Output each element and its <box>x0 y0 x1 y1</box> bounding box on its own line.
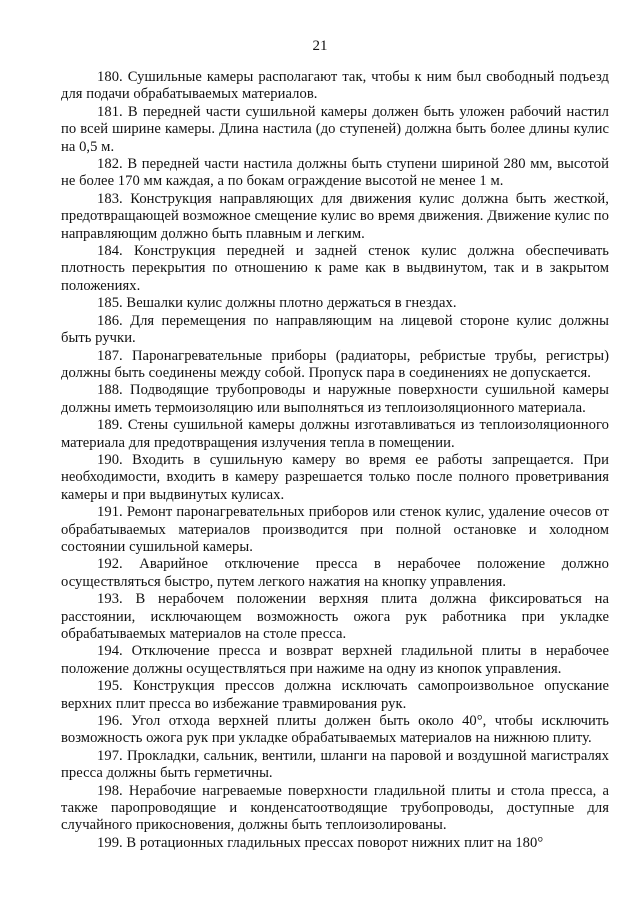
paragraph-186: 186. Для перемещения по направляющим на лицевой стороне кулис должны быть ручки. <box>61 312 609 347</box>
paragraph-192: 192. Аварийное отключение пресса в нерабочее положение должно осуществляться быстро, путем легкого нажатия на кнопку управления. <box>61 556 609 590</box>
paragraph-190: 190. Входить в сушильную камеру во время ее работы запрещается. При необходимости, входить в камеру разрешается только после полного проветривания камеры и при выдвинутых кулисах. <box>61 451 609 503</box>
paragraph-185: 185. Вешалки кулис должны плотно держаться в гнездах. <box>97 295 457 312</box>
paragraph-189: 189. Стены сушильной камеры должны изготавливаться из теплоизоляционного материала для предотвращения излучения тепла в помещении. <box>61 417 609 451</box>
paragraph-182: 182. В передней части настила должны быть ступени шириной 280 мм, высотой не более 170 мм каждая, а по бокам ограждение высотой не менее 1 м. <box>61 156 609 190</box>
paragraph-198: 198. Нерабочие нагреваемые поверхности гладильной плиты и стола пресса, а также паропроводящие и конденсатоотводящие трубопроводы, доступные для случайного прикосновения, должны быть теплоизолированы. <box>61 782 609 834</box>
paragraph-197: 197. Прокладки, сальник, вентили, шланги на паровой и воздушной магистралях пресса должны быть герметичны. <box>61 747 609 782</box>
paragraph-188: 188. Подводящие трубопроводы и наружные поверхности сушильной камеры должны иметь термоизоляцию или выполняться из теплоизоляционного материала. <box>61 382 609 416</box>
paragraph-183: 183. Конструкция направляющих для движения кулис должна быть жесткой, предотвращающей возможное смещение кулис во время движения. Движение кулис по направляющим должно быть плавным и легким. <box>61 190 609 242</box>
paragraph-180: 180. Сушильные камеры располагают так, чтобы к ним был свободный подъезд для подачи обрабатываемых материалов. <box>61 69 609 103</box>
paragraph-193: 193. В нерабочем положении верхняя плита должна фиксироваться на расстоянии, исключающем возможность ожога рук работника при укладке обрабатываемых материалов на столе пресса. <box>61 591 609 642</box>
paragraph-184: 184. Конструкция передней и задней стенок кулис должна обеспечивать плотность перекрытия по отношению к раме как в выдвинутом, так и в закрытом положениях. <box>61 243 609 294</box>
paragraph-194: 194. Отключение пресса и возврат верхней гладильной плиты в нерабочее положение должны осуществляться при нажиме на одну из кнопок управления. <box>61 643 609 677</box>
paragraph-196: 196. Угол отхода верхней плиты должен быть около 40°, чтобы исключить возможность ожога рук при укладке обрабатываемых материалов на нижнюю плиту. <box>61 713 609 747</box>
paragraph-199: 199. В ротационных гладильных прессах поворот нижних плит на 180° <box>97 834 544 851</box>
paragraph-195: 195. Конструкция прессов должна исключать самопроизвольное опускание верхних плит пресса во избежание травмирования рук. <box>61 678 609 712</box>
document-body <box>61 69 609 852</box>
page-number: 21 <box>312 38 328 54</box>
paragraph-181: 181. В передней части сушильной камеры должен быть уложен рабочий настил по всей ширине камеры. Длина настила (до ступеней) должна быть более длины кулис на 0,5 м. <box>61 103 609 155</box>
paragraph-187: 187. Паронагревательные приборы (радиаторы, ребристые трубы, регистры) должны быть соединены между собой. Пропуск пара в соединениях не допускается. <box>61 347 609 381</box>
paragraph-191: 191. Ремонт паронагревательных приборов или стенок кулис, удаление очесов от обрабатываемых материалов производится при полной остановке и холодном состоянии сушильной камеры. <box>61 504 609 555</box>
